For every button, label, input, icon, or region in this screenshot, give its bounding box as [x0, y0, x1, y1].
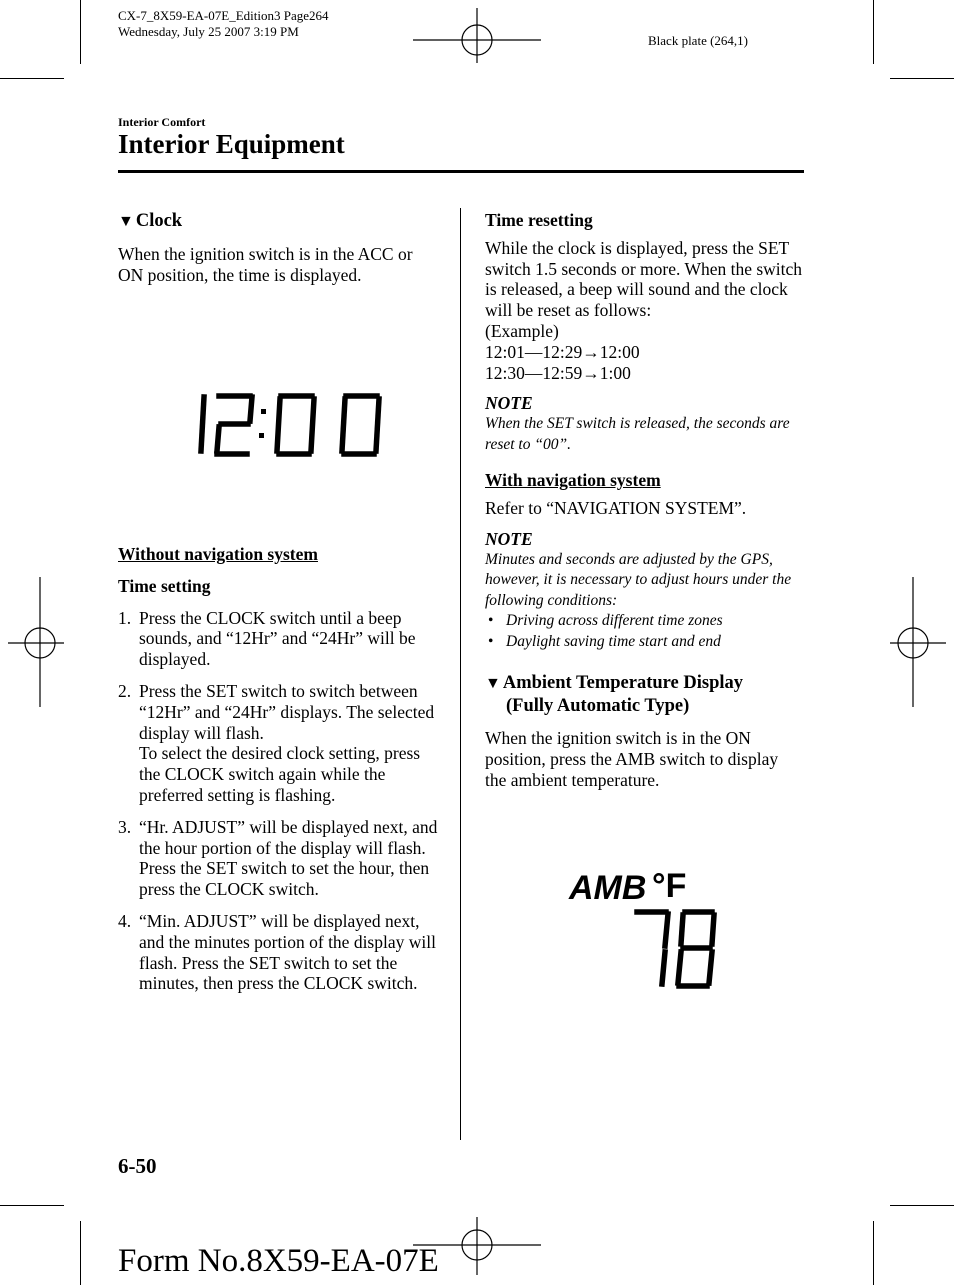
clock-intro: When the ignition switch is in the ACC or ON position, the time is displayed.	[118, 243, 413, 285]
step-text: “Min. ADJUST” will be displayed next, and the minutes portion of the display will flash. Press the SET switch to set the minutes, then press the CLOCK switch.	[139, 910, 436, 994]
note-bullets	[485, 611, 803, 652]
crop-mark	[890, 78, 954, 79]
step-number: 1.	[118, 607, 132, 628]
header-rule	[118, 170, 804, 173]
temperature-value-image	[632, 906, 722, 992]
example-line-1: 12:01―12:29→12:00	[485, 341, 640, 362]
time-setting-steps	[118, 608, 440, 995]
clock-heading	[118, 211, 440, 233]
bullet-text: Driving across different time zones	[506, 612, 723, 630]
page-title: Interior Equipment	[118, 129, 345, 159]
list-item	[485, 632, 803, 653]
without-nav-heading: Without navigation system	[118, 544, 318, 564]
clock-display-image	[195, 391, 390, 459]
list-item	[485, 611, 803, 632]
time-setting-heading: Time setting	[118, 575, 211, 596]
section-label: Interior Comfort	[118, 115, 206, 129]
bullet-dot-icon: •	[488, 612, 494, 630]
ambient-heading	[485, 672, 803, 717]
example-line-2: 12:30―12:59→1:00	[485, 362, 631, 383]
bullet-text: Daylight saving time start and end	[506, 632, 721, 650]
clock-heading-label: Clock	[135, 211, 183, 231]
registration-mark-icon	[0, 575, 70, 710]
step-extra-text: To select the desired clock setting, press the CLOCK switch again while the preferred setting is flashing.	[139, 743, 421, 805]
list-item	[118, 817, 440, 900]
crop-mark	[873, 0, 874, 64]
refer-text: Refer to “NAVIGATION SYSTEM”.	[485, 497, 747, 518]
plate-label: Black plate (264,1)	[648, 33, 748, 48]
time-resetting-heading: Time resetting	[485, 210, 593, 230]
amb-unit: °F	[652, 867, 687, 905]
resetting-text: While the clock is displayed, press the SET switch 1.5 seconds or more. When the switch is released, a beep will sound and the clock will be reset as follows:	[485, 237, 803, 321]
crop-mark	[873, 1221, 874, 1285]
left-column	[118, 211, 440, 285]
with-nav-heading: With navigation system	[485, 470, 661, 491]
slug-line-2: Wednesday, July 25 2007 3:19 PM	[118, 24, 299, 39]
ambient-text: When the ignition switch is in the ON position, press the AMB switch to display the ambient temperature.	[485, 728, 779, 790]
step-text: “Hr. ADJUST” will be displayed next, and the hour portion of the display will flash. Press the SET switch to set the hour, then press the CLOCK switch.	[139, 816, 438, 900]
note-title: NOTE	[485, 393, 533, 414]
amb-label: AMB	[569, 869, 647, 907]
left-column-lower	[118, 544, 440, 1005]
list-item	[118, 608, 440, 670]
ambient-heading-line-1: Ambient Temperature Display	[502, 673, 744, 694]
crop-mark	[890, 1205, 954, 1206]
example-label: (Example)	[485, 320, 559, 341]
crop-mark	[80, 1221, 81, 1285]
bullet-dot-icon: •	[488, 632, 494, 650]
list-item	[118, 911, 440, 994]
page-number: 6-50	[118, 1154, 157, 1178]
note-text: Minutes and seconds are adjusted by the GPS, however, it is necessary to adjust hours under the following conditions:	[485, 550, 792, 609]
slug-line-1: CX-7_8X59-EA-07E_Edition3 Page264	[118, 8, 329, 23]
registration-mark-icon	[884, 575, 954, 710]
crop-mark	[0, 1205, 64, 1206]
down-triangle-icon: ▼	[118, 213, 134, 230]
step-number: 4.	[118, 910, 132, 931]
registration-mark-icon	[405, 0, 545, 70]
step-number: 2.	[118, 680, 132, 701]
form-number: Form No.8X59-EA-07E	[118, 1243, 439, 1279]
step-number: 3.	[118, 816, 132, 837]
note-title: NOTE	[485, 528, 533, 549]
note-text: When the SET switch is released, the seconds are reset to “00”.	[485, 415, 790, 453]
crop-mark	[80, 0, 81, 64]
column-divider	[460, 208, 461, 1140]
crop-mark	[0, 78, 64, 79]
down-triangle-icon: ▼	[485, 675, 501, 693]
print-slug	[118, 8, 329, 40]
right-column	[485, 210, 803, 790]
step-text: Press the CLOCK switch until a beep sounds, and “12Hr” and “24Hr” will be displayed.	[139, 607, 416, 670]
ambient-heading-line-2: (Fully Automatic Type)	[506, 696, 690, 717]
step-text: Press the SET switch to switch between “12Hr” and “24Hr” displays. The selected display will flash.	[139, 680, 435, 743]
list-item	[118, 681, 440, 806]
